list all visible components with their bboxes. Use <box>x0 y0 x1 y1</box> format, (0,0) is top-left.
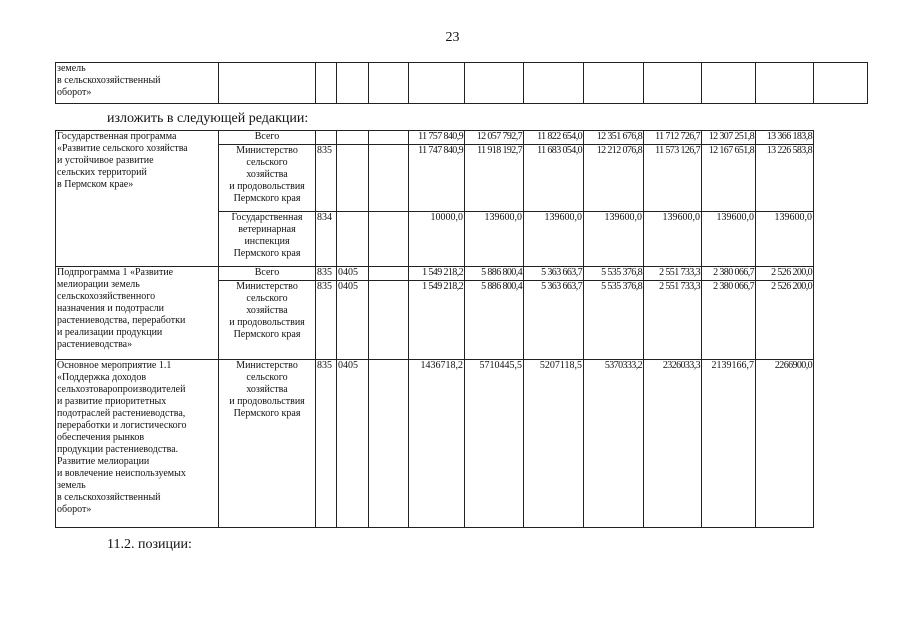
empty-cell <box>409 63 465 104</box>
name-line: и вовлечение неиспользуемых <box>57 468 186 479</box>
value-cell: 5 535 376,8 <box>584 267 644 281</box>
value-cell: 11 747 840,9 <box>409 145 465 212</box>
grbs-code-cell: 835 <box>316 281 337 360</box>
name-line: Основное мероприятие 1.1 <box>57 360 172 371</box>
empty-cell <box>369 131 409 145</box>
value-cell: 11 757 840,9 <box>409 131 465 145</box>
program-name-cell <box>56 360 219 528</box>
grbs-code-cell: 835 <box>316 267 337 281</box>
executor-line: Пермского края <box>233 329 301 340</box>
value-cell: 2 551 733,3 <box>644 267 702 281</box>
name-line: сельхозтоваропроизводителей <box>57 384 186 395</box>
executor-line: сельского <box>246 157 288 168</box>
value-cell: 11 822 654,0 <box>524 131 584 145</box>
value-cell: 2 380 066,7 <box>702 267 756 281</box>
value-cell: 5 363 663,7 <box>524 281 584 360</box>
empty-cell <box>814 63 868 104</box>
value-cell: 11 918 192,7 <box>465 145 524 212</box>
program-table <box>55 130 868 528</box>
empty-cell <box>337 63 369 104</box>
name-line: растениеводства, переработки <box>57 315 186 326</box>
name-line: растениеводства» <box>57 339 133 350</box>
empty-cell <box>524 63 584 104</box>
executor-cell <box>219 267 316 281</box>
executor-cell <box>219 281 316 360</box>
name-line: Развитие мелиорации <box>57 456 150 467</box>
section-code-cell: 0405 <box>337 360 369 528</box>
name-line: в сельскохозяйственный <box>57 492 161 503</box>
value-cell: 5 886 800,4 <box>465 281 524 360</box>
value-cell: 5370333,2 <box>584 360 644 528</box>
value-cell: 13 226 583,8 <box>756 145 814 212</box>
table-row <box>56 267 868 281</box>
executor-line: хозяйства <box>246 169 288 180</box>
value-cell: 12 212 076,8 <box>584 145 644 212</box>
grbs-code-cell: 835 <box>316 360 337 528</box>
executor-line: Пермского края <box>233 193 301 204</box>
value-cell: 2 526 200,0 <box>756 281 814 360</box>
empty-cell <box>369 212 409 267</box>
executor-line: и продовольствия <box>229 181 305 192</box>
program-name-cell <box>56 267 219 360</box>
name-line: оборот» <box>57 504 92 515</box>
empty-cell <box>644 63 702 104</box>
name-line: земель <box>57 480 86 491</box>
value-cell: 11 573 126,7 <box>644 145 702 212</box>
executor-cell <box>219 360 316 528</box>
table-row <box>56 360 868 528</box>
empty-cell <box>219 63 316 104</box>
executor-line: хозяйства <box>246 384 288 395</box>
name-line: в Пермском крае» <box>57 179 134 190</box>
section-code-cell: 0405 <box>337 267 369 281</box>
name-line: обеспечения рынков <box>57 432 145 443</box>
name-line: Подпрограмма 1 «Развитие <box>57 267 174 278</box>
section-code-cell <box>337 212 369 267</box>
name-line: сельскохозяйственного <box>57 291 156 302</box>
grbs-code-cell: 834 <box>316 212 337 267</box>
name-line: и развитие приоритетных <box>57 396 167 407</box>
value-cell: 10000,0 <box>409 212 465 267</box>
name-line: Государственная программа <box>57 131 177 142</box>
executor-line: хозяйства <box>246 305 288 316</box>
name-line: и реализации продукции <box>57 327 163 338</box>
value-cell: 139600,0 <box>756 212 814 267</box>
empty-cell <box>369 281 409 360</box>
value-cell: 139600,0 <box>644 212 702 267</box>
section-code-cell <box>337 145 369 212</box>
value-cell: 139600,0 <box>465 212 524 267</box>
instruction-text: изложить в следующей редакции: <box>107 111 309 126</box>
name-line: назначения и подотрасли <box>57 303 164 314</box>
value-cell: 139600,0 <box>584 212 644 267</box>
empty-cell <box>369 63 409 104</box>
name-line: переработки и логистического <box>57 420 187 431</box>
empty-cell <box>756 63 814 104</box>
executor-line: Министерство <box>236 145 298 156</box>
name-line: в сельскохозяйственный <box>57 75 161 86</box>
executor-line: Государственная <box>231 212 303 223</box>
previous-table-fragment <box>55 62 868 104</box>
program-name-cell <box>56 131 219 267</box>
program-name-cell <box>56 63 219 104</box>
name-line: продукции растениеводства. <box>57 444 179 455</box>
value-cell: 2139166,7 <box>702 360 756 528</box>
name-line: оборот» <box>57 87 92 98</box>
executor-cell <box>219 131 316 145</box>
executor-line: Пермского края <box>233 408 301 419</box>
value-cell: 12 057 792,7 <box>465 131 524 145</box>
name-line: и устойчивое развитие <box>57 155 154 166</box>
empty-cell <box>584 63 644 104</box>
section-code-cell: 0405 <box>337 281 369 360</box>
executor-line: инспекция <box>244 236 290 247</box>
value-cell: 2326033,3 <box>644 360 702 528</box>
executor-line: Всего <box>254 131 280 142</box>
executor-line: и продовольствия <box>229 317 305 328</box>
section-code-cell <box>337 131 369 145</box>
value-cell: 12 307 251,8 <box>702 131 756 145</box>
empty-cell <box>369 267 409 281</box>
value-cell: 139600,0 <box>702 212 756 267</box>
empty-cell <box>369 145 409 212</box>
instruction-text: 11.2. позиции: <box>107 537 192 552</box>
executor-line: ветеринарная <box>238 224 296 235</box>
grbs-code-cell <box>316 131 337 145</box>
value-cell: 5 363 663,7 <box>524 267 584 281</box>
value-cell: 5710445,5 <box>465 360 524 528</box>
value-cell: 11 712 726,7 <box>644 131 702 145</box>
value-cell: 2 380 066,7 <box>702 281 756 360</box>
executor-line: сельского <box>246 293 288 304</box>
value-cell: 139600,0 <box>524 212 584 267</box>
value-cell: 5207118,5 <box>524 360 584 528</box>
name-line: подотраслей растениеводства, <box>57 408 186 419</box>
executor-cell <box>219 212 316 267</box>
value-cell: 13 366 183,8 <box>756 131 814 145</box>
value-cell: 1436718,2 <box>409 360 465 528</box>
name-line: земель <box>57 63 86 74</box>
name-line: «Развитие сельского хозяйства <box>57 143 188 154</box>
empty-cell <box>369 360 409 528</box>
value-cell: 5 886 800,4 <box>465 267 524 281</box>
value-cell: 1 549 218,2 <box>409 281 465 360</box>
executor-cell <box>219 145 316 212</box>
executor-line: Пермского края <box>233 248 301 259</box>
executor-line: сельского <box>246 372 288 383</box>
value-cell: 5 535 376,8 <box>584 281 644 360</box>
value-cell: 1 549 218,2 <box>409 267 465 281</box>
name-line: сельских территорий <box>57 167 147 178</box>
empty-cell <box>702 63 756 104</box>
empty-cell <box>465 63 524 104</box>
executor-line: Министерство <box>236 281 298 292</box>
table-row <box>56 131 868 145</box>
empty-cell <box>316 63 337 104</box>
value-cell: 11 683 054,0 <box>524 145 584 212</box>
value-cell: 2266900,0 <box>756 360 814 528</box>
table-row <box>56 63 868 104</box>
value-cell: 2 551 733,3 <box>644 281 702 360</box>
value-cell: 2 526 200,0 <box>756 267 814 281</box>
executor-line: Министерство <box>236 360 298 371</box>
name-line: «Поддержка доходов <box>57 372 147 383</box>
value-cell: 12 167 651,8 <box>702 145 756 212</box>
page-number: 23 <box>445 30 460 45</box>
executor-line: Всего <box>254 267 280 278</box>
grbs-code-cell: 835 <box>316 145 337 212</box>
name-line: мелиорации земель <box>57 279 140 290</box>
value-cell: 12 351 676,8 <box>584 131 644 145</box>
executor-line: и продовольствия <box>229 396 305 407</box>
